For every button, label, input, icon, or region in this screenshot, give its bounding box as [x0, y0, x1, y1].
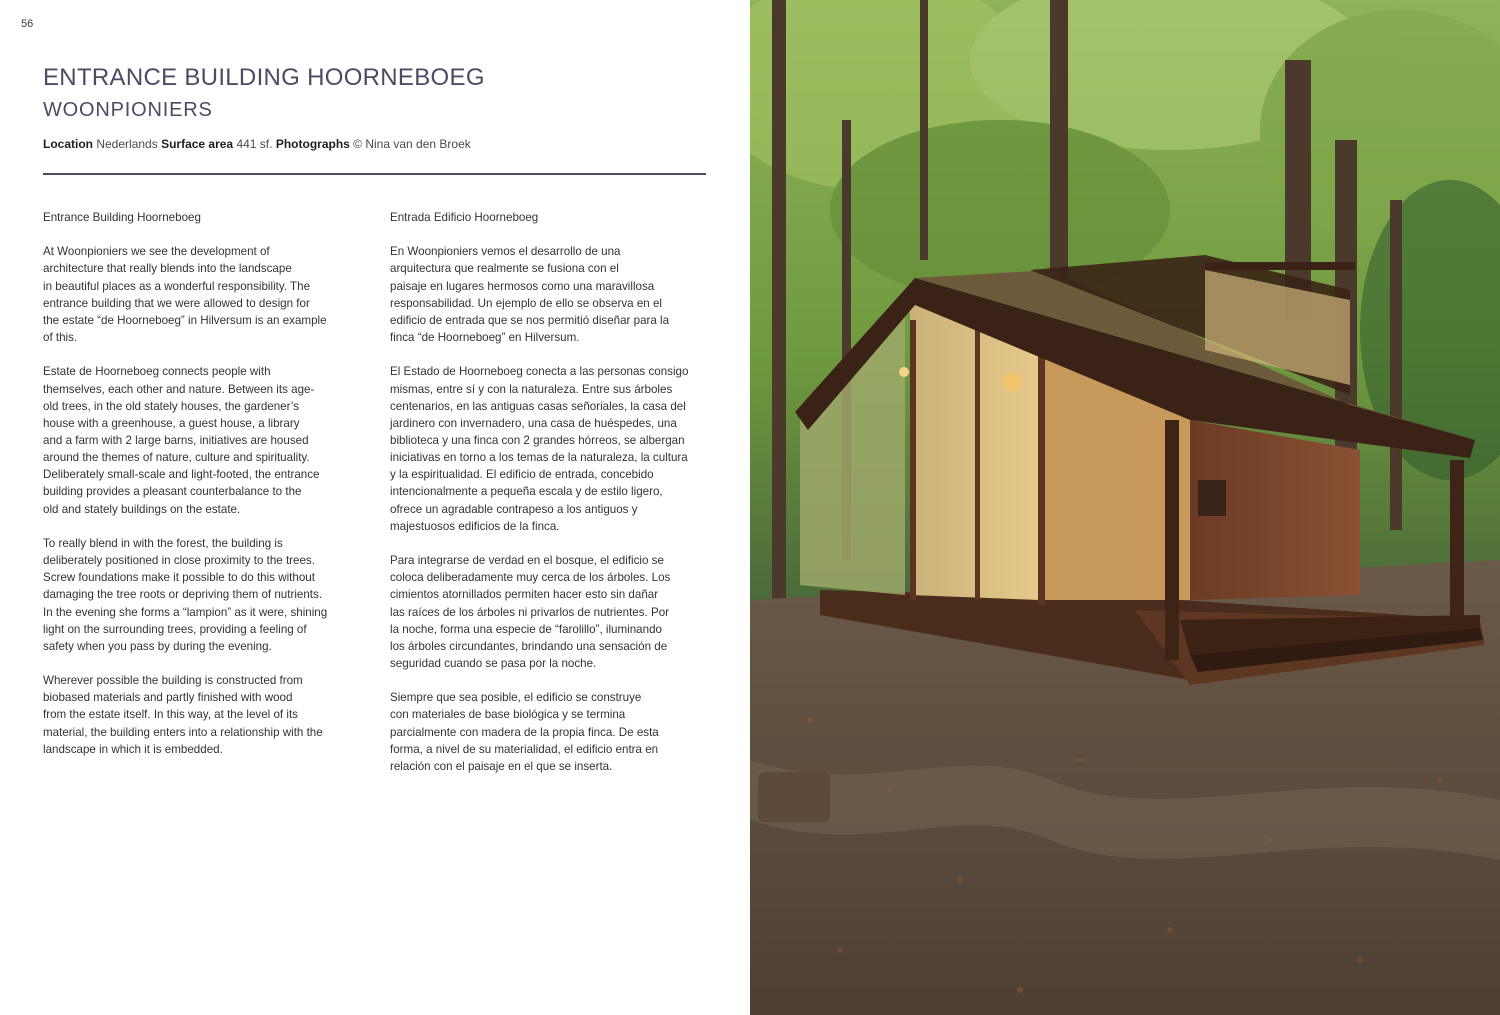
spanish-heading: Entrada Edificio Hoorneboeg: [390, 211, 539, 224]
forest-building-photo: [750, 0, 1500, 1015]
english-column: [43, 209, 365, 775]
article-subtitle: WOONPIONIERS: [43, 99, 213, 121]
english-paragraph: Wherever possible the building is constructed from biobased materials and partly finished with wood from the estate itself. In this way, at the level of its material, the building enters into a relationship with the landscape in which it is embedded.: [43, 674, 323, 756]
page-number: 56: [21, 18, 34, 30]
surface-area-label: Surface area: [161, 137, 234, 151]
english-heading: Entrance Building Hoorneboeg: [43, 211, 201, 224]
spanish-column: [390, 209, 708, 792]
photographs-label: Photographs: [275, 137, 350, 151]
english-paragraph: To really blend in with the forest, the building is deliberately positioned in close proximity to the trees. Screw foundations make it possible to do this without damaging the tree roots or depriving them of nutrients. In the evening she forms a “lampion” as it were, shining light on the surrounding trees, providing a feeling of safety when you pass by during the evening.: [43, 536, 328, 653]
photographs-credit: © Nina van den Broek: [353, 137, 471, 151]
surface-area-value: 441 sf.: [236, 137, 273, 151]
article-title: ENTRANCE BUILDING HOORNEBOEG: [43, 64, 485, 91]
location-label: Location: [43, 137, 93, 151]
english-paragraph: At Woonpioniers we see the development of architecture that really blends into the landscape in beautiful places as a wonderful responsibility. The entrance building that we were allowed to design for the estate “de Hoorneboeg” in Hilversum is an example of this.: [43, 245, 327, 345]
english-paragraph: Estate de Hoorneboeg connects people with themselves, each other and nature. Between its age- old trees, in the old stately houses, the gardener’s house with a greenhouse, a guest house, a library and a farm with 2 large barns, initiatives are housed around the themes of nature, culture and spirituality. Deliberately small-scale and light-footed, the entrance building provides a pleasant counterbalance to the old and stately buildings on the estate.: [43, 365, 320, 516]
title-divider: [43, 173, 706, 175]
location-value: Nederlands: [96, 137, 158, 151]
spanish-paragraph: Para integrarse de verdad en el bosque, el edificio se coloca deliberadamente muy cerca de los árboles. Los cimientos atornillados permiten hacer esto sin dañar las raíces de los árboles ni privarlos de nutrientes. Por la noche, forma una especie de “farolillo”, iluminando los árboles circundantes, brindando una sensación de seguridad cuando se pasa por la noche.: [390, 554, 671, 671]
project-info-line: [43, 137, 471, 151]
spanish-paragraph: El Estado de Hoorneboeg conecta a las personas consigo mismas, entre sí y con la naturaleza. Entre sus árboles centenarios, en las antiguas casas señoriales, la casa del jardinero con invernadero, una casa de huéspedes, una biblioteca y una finca con 2 grandes hórreos, se albergan iniciativas en torno a los temas de la naturaleza, la cultura y la espiritualidad. El edificio de entrada, concebido intencionalmente a pequeña escala y de estilo ligero, ofrece un agradable contrapeso a los antiguos y majestuosos edificios de la finca.: [390, 365, 689, 533]
spanish-paragraph: Siempre que sea posible, el edificio se construye con materiales de base biológica y se termina parcialmente con madera de la propia finca. De esta forma, a nivel de su materialidad, el edificio entra en relación con el paisaje en el que se inserta.: [390, 691, 659, 773]
spanish-paragraph: En Woonpioniers vemos el desarrollo de una arquitectura que realmente se fusiona con el paisaje en lugares hermosos como una maravillosa responsabilidad. Un ejemplo de ello se observa en el edificio de entrada que se nos permitió diseñar para la finca “de Hoorneboeg” en Hilversum.: [390, 245, 670, 345]
